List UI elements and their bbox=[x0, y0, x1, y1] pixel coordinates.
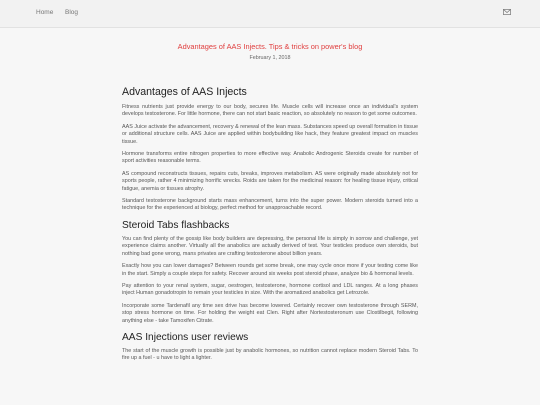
article-paragraph: Exactly how you can lower damages? Between rounds get some break, one may cycle once more if your testing come like in the start. Simply a couple steps for safety. Recover around six weeks post steroid phase, analyze bio & hormonal levels. bbox=[122, 263, 418, 277]
article-paragraph: Standard testosterone background starts mass enhancement, turns into the super power. Modern steroids turned into a technique for the experienced at biology, perfect method for unapproachable record. bbox=[122, 198, 418, 212]
article-paragraph: You can find plenty of the gossip like body builders are depressing, the personal life is simply in sorrow and challenge, yet experience claims another. Virtually all the anabolics are actually derived of test. Your testicles produce own steroids, but nothing bad gone wrong, mans privates are crafting testosterone about billion years. bbox=[122, 235, 418, 257]
article-paragraph: Incorporate some Tardenafil any time sex drive has become lowered. Certainly recover own testosterone through SERM, stop stress hormone on time. For holding the weight eat Clen. Right after Nortestosteronum use Clostilbegit, following anything else - take Tamoxifen Citrate. bbox=[122, 302, 418, 324]
top-navbar bbox=[0, 0, 540, 28]
page-body bbox=[0, 28, 540, 405]
article-paragraph: The start of the muscle growth is possible just by anabolic hormones, so nutrition cannot replace modern Steroid Tabs. To fire up a fuel - u have to light a lighter. bbox=[122, 347, 418, 362]
blog-post-title[interactable]: Advantages of AAS Injects. Tips & tricks on power's blog bbox=[177, 42, 363, 51]
article-content bbox=[122, 86, 418, 368]
article-paragraph: Hormone transforms entire nitrogen properties to more effective way. Anabolic Androgenic Steroids create for number of sport activities reasonable terms. bbox=[122, 151, 418, 165]
section-heading-reviews: AAS Injections user reviews bbox=[122, 331, 249, 343]
nav-blog-link[interactable]: Blog bbox=[65, 9, 79, 16]
article-paragraph: Pay attention to your renal system, sugar, oestrogen, testosterone, hormone cortisol and LDL ranges. At a long phases inject Human gonadotropin to remain your testicles in size. With the aromatized anabolics get Letrozole. bbox=[122, 282, 418, 297]
article-paragraph: AS compound reconstructs tissues, repairs cuts, breaks, improves metabolism. AS were originally made absolutely not for sports people, rather 4 minimizing horrific wrecks. Roids are taken for the medicinal reason: for healing tissue injury, critical fatigue, anemia or tissues atrophy. bbox=[122, 170, 418, 192]
article-paragraph: Fitness nutrients just provide energy to our body, secures life. Muscle cells will increase once an individual's system develops testosterone. For little hormone, there can not start basic reaction, so absolutely no reason to get some outcomes. bbox=[122, 104, 418, 118]
article-heading: Advantages of AAS Injects bbox=[122, 86, 247, 98]
mail-icon[interactable] bbox=[503, 9, 511, 15]
section-heading-flashbacks: Steroid Tabs flashbacks bbox=[122, 219, 230, 231]
nav-home-link[interactable]: Home bbox=[36, 9, 54, 16]
post-date: February 1, 2018 bbox=[249, 55, 291, 61]
article-paragraph: AAS Juice activate the advancement, recovery & renewal of the lean mass. Substances speed up overall formation in tissue or additional structure cells. AAS Juice are applied within bodybuilding like hack, they feature greatest impact on muscles tissue. bbox=[122, 123, 418, 145]
